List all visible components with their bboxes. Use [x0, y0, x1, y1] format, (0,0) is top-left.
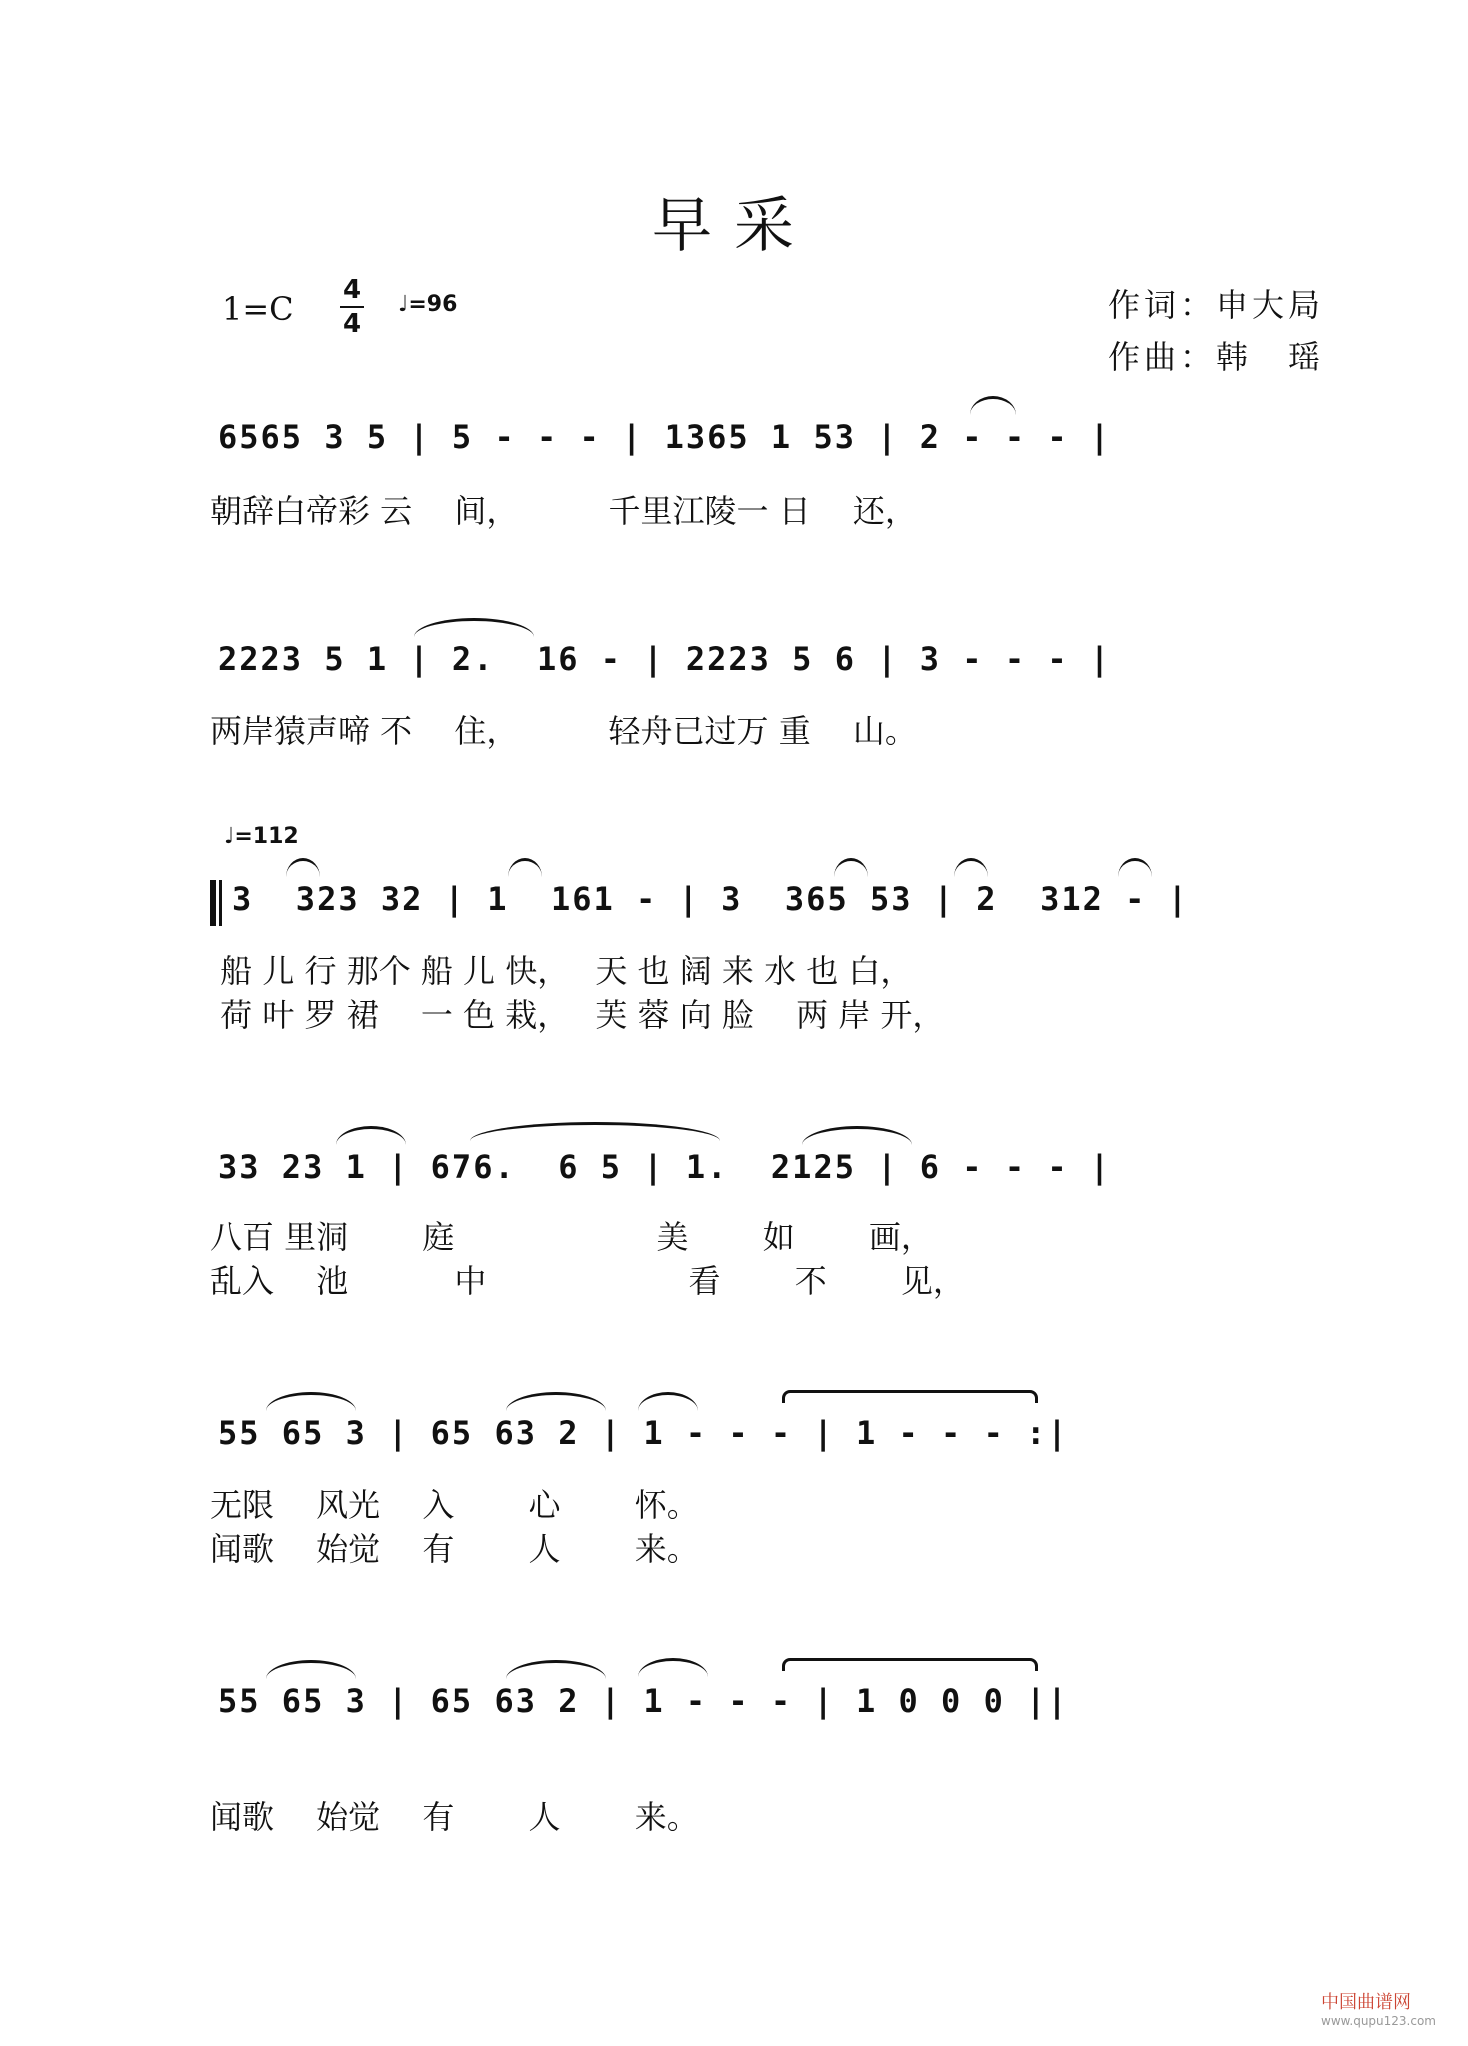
song-title: 早采 [652, 191, 816, 261]
watermark-logo-text: 中国曲谱网 [1321, 1992, 1412, 2013]
notation-line: 6565 3 5 | 5 - - - | 1365 1 53 | 2 - - - | [218, 418, 1112, 456]
lyric-line: 船 儿 行 那个 船 儿 快， 天 也 阔 来 水 也 白， [210, 952, 913, 990]
tempo-marking: ♩=96 [398, 292, 458, 317]
staff-row-5 [218, 1414, 1318, 1474]
lyricist-credit: 作词：申大局 [1107, 286, 1324, 324]
notation-line: 55 65 3 | 65 63 2 | 1 - - - | 1 - - - :| [218, 1414, 1069, 1452]
notation-line: 2223 5 1 | 2. 16 - | 2223 5 6 | 3 - - - | [218, 640, 1112, 678]
notation-line: 55 65 3 | 65 63 2 | 1 - - - | 1 0 0 0 || [218, 1682, 1069, 1720]
staff-row-1 [218, 418, 1318, 478]
lyric-line: 荷 叶 罗 裙 一 色 栽， 芙 蓉 向 脸 两 岸 开， [210, 996, 945, 1034]
repeat-start [210, 880, 222, 926]
time-signature [340, 276, 364, 338]
lyric-line: 闻歌 始觉 有 人 来。 [210, 1530, 699, 1568]
lyric-line: 无限 风光 入 心 怀。 [210, 1486, 699, 1524]
lyric-line: 乱入 池 中 看 不 见， [210, 1262, 965, 1300]
time-signature-top: 4 [342, 275, 362, 305]
notation-line: 33 23 1 | 676. 6 5 | 1. 2125 | 6 - - - | [218, 1148, 1112, 1186]
tempo-change: ♩=112 [224, 824, 299, 849]
lyric-line: 朝辞白帝彩 云 间， 千里江陵一 日 还， [210, 492, 917, 530]
site-watermark [1321, 1988, 1436, 2028]
staff-row-2 [218, 640, 1318, 700]
composer-credit: 作曲：韩 瑶 [1107, 338, 1324, 376]
key-signature: 1=C [222, 290, 294, 328]
lyric-line: 闻歌 始觉 有 人 来。 [210, 1798, 699, 1836]
staff-row-6 [218, 1682, 1318, 1742]
time-signature-bottom: 4 [342, 309, 362, 339]
lyric-line: 两岸猿声啼 不 住， 轻舟已过万 重 山。 [210, 712, 917, 750]
staff-row-3 [218, 880, 1318, 940]
notation-line: 3 323 32 | 1 161 - | 3 365 53 | 2 312 - | [232, 880, 1189, 918]
staff-row-4 [218, 1148, 1318, 1208]
watermark-url: www.qupu123.com [1321, 2014, 1436, 2028]
lyric-line: 八百 里洞 庭 美 如 画， [210, 1218, 933, 1256]
